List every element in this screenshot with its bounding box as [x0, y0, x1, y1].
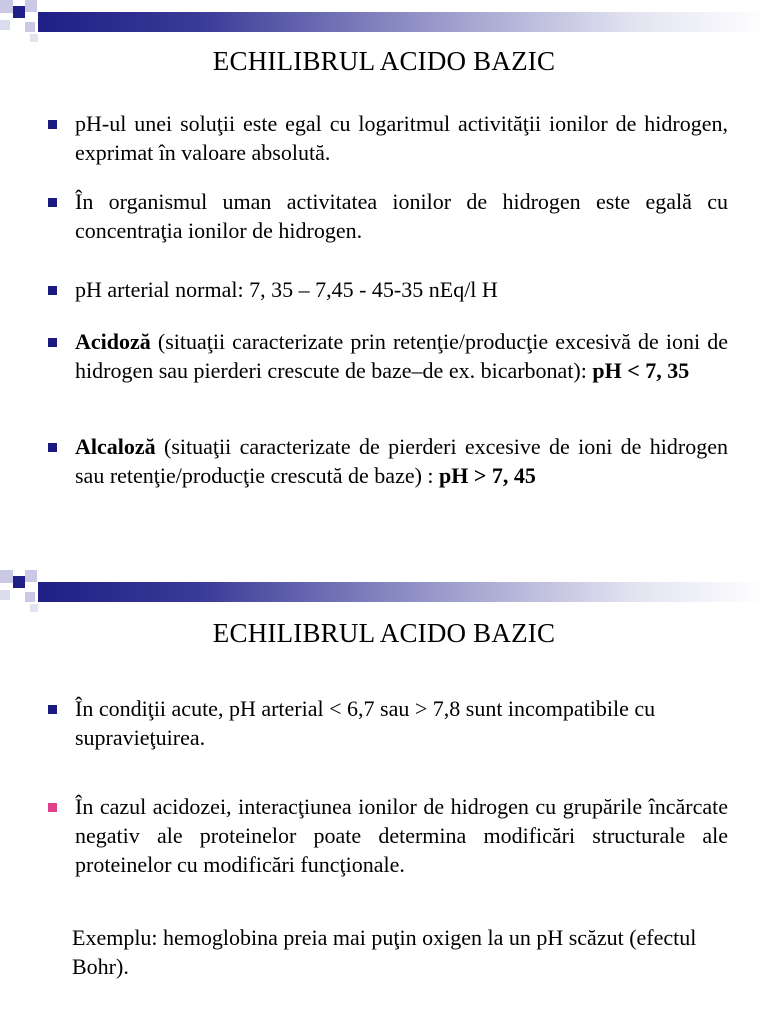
- header-decoration: [0, 0, 768, 50]
- bullet-text: În condiţii acute, pH arterial < 6,7 sau > 7,8 sunt incompatibile cu supravieţuirea.: [75, 696, 656, 750]
- bullet-text: pH-ul unei soluţii este egal cu logaritmul activităţii ionilor de hidrogen, exprimat în valoare absolută.: [75, 111, 728, 165]
- bullet-term: Acidoză: [75, 329, 151, 354]
- bullet-text: (situaţii caracterizate de pierderi excesive de ioni de hidrogen sau retenţie/producţie crescută de baze) :: [75, 434, 728, 488]
- bullet-ph-definition: [75, 109, 728, 167]
- bullet-alkalosis: [75, 432, 728, 490]
- bullet-text: În cazul acidozei, interacţiunea ionilor de hidrogen cu grupările încărcate negativ ale proteinelor poate determina modificări structurale ale proteinelor cu modificări funcţionale.: [75, 794, 728, 877]
- bullet-acute-ph: [75, 694, 728, 752]
- bullet-square-icon: [48, 705, 57, 714]
- bullet-square-icon: [48, 286, 57, 295]
- bullet-square-icon: [48, 198, 57, 207]
- bullet-square-icon: [48, 338, 57, 347]
- bullet-text: În organismul uman activitatea ionilor de hidrogen este egală cu concentraţia ionilor de hidrogen.: [75, 189, 728, 243]
- slide-2: [0, 570, 768, 1024]
- bullet-threshold: pH > 7, 45: [439, 463, 536, 488]
- bullet-normal-ph: [75, 275, 728, 304]
- bullet-square-icon: [48, 120, 57, 129]
- bullet-acidosis: [75, 327, 728, 385]
- bullet-square-icon: [48, 443, 57, 452]
- bullet-text: pH arterial normal: 7, 35 – 7,45 - 45-35 nEq/l H: [75, 277, 498, 302]
- header-gradient-bar: [38, 12, 768, 32]
- bullet-hydrogen-activity: [75, 187, 728, 245]
- bullet-term: Alcaloză: [75, 434, 156, 459]
- bullet-threshold: pH < 7, 35: [592, 358, 690, 383]
- bullet-acidosis-proteins: [75, 792, 728, 879]
- example-note: Exemplu: hemoglobina preia mai puţin oxigen la un pH scăzut (efectul Bohr).: [72, 925, 697, 979]
- bullet-square-icon: [48, 803, 57, 812]
- header-decoration: [0, 570, 768, 620]
- slide-title: ECHILIBRUL ACIDO BAZIC: [212, 46, 556, 76]
- slide-title: ECHILIBRUL ACIDO BAZIC: [212, 618, 556, 648]
- bullet-text: (situaţii caracterizate prin retenţie/producţie excesivă de ioni de hidrogen sau pierderi crescute de baze–de ex. bicarbonat):: [75, 329, 728, 383]
- header-gradient-bar: [38, 582, 768, 602]
